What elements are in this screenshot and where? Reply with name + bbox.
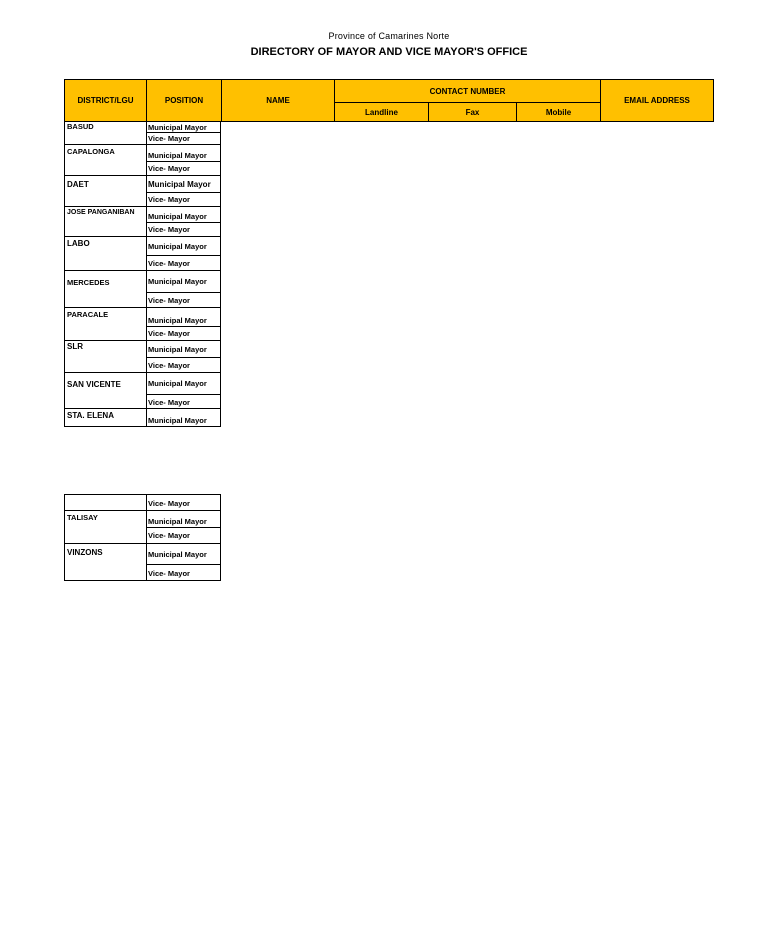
table-row xyxy=(64,145,221,162)
table-row xyxy=(64,122,221,133)
district-cell: VINZONS xyxy=(64,544,147,565)
table-row xyxy=(64,162,221,176)
header-landline: Landline xyxy=(334,102,429,122)
position-cell: Vice- Mayor xyxy=(147,256,221,271)
position-cell: Vice- Mayor xyxy=(147,528,221,544)
table-row xyxy=(64,395,221,409)
header-mobile: Mobile xyxy=(516,102,601,122)
district-cell: TALISAY xyxy=(64,511,147,528)
position-cell: Municipal Mayor xyxy=(147,207,221,223)
district-cell xyxy=(64,494,147,511)
district-cell: BASUD xyxy=(64,122,147,133)
header-fax: Fax xyxy=(428,102,517,122)
table-row xyxy=(64,373,221,395)
district-cell xyxy=(64,223,147,237)
table-row xyxy=(64,528,221,544)
district-cell: PARACALE xyxy=(64,308,147,327)
table-row xyxy=(64,133,221,145)
position-cell: Municipal Mayor xyxy=(147,373,221,395)
district-cell: SAN VICENTE xyxy=(64,373,147,395)
position-cell: Municipal Mayor xyxy=(147,308,221,327)
table-row xyxy=(64,358,221,373)
table-row xyxy=(64,223,221,237)
position-cell: Vice- Mayor xyxy=(147,193,221,207)
district-cell xyxy=(64,327,147,341)
header-email: EMAIL ADDRESS xyxy=(600,79,714,122)
table-row xyxy=(64,565,221,581)
position-cell: Municipal Mayor xyxy=(147,409,221,427)
table-row xyxy=(64,494,221,511)
position-cell: Municipal Mayor xyxy=(147,544,221,565)
header-name: NAME xyxy=(221,79,335,122)
table-row xyxy=(64,193,221,207)
district-cell xyxy=(64,293,147,308)
position-cell: Vice- Mayor xyxy=(147,293,221,308)
table-row xyxy=(64,293,221,308)
table-row xyxy=(64,341,221,358)
district-cell: SLR xyxy=(64,341,147,358)
table-row xyxy=(64,511,221,528)
position-cell: Municipal Mayor xyxy=(147,271,221,293)
header-position: POSITION xyxy=(146,79,222,122)
table-row xyxy=(64,327,221,341)
table-row xyxy=(64,207,221,223)
table-row xyxy=(64,271,221,293)
document-title: DIRECTORY OF MAYOR AND VICE MAYOR'S OFFICE xyxy=(250,46,528,58)
district-cell: STA. ELENA xyxy=(64,409,147,427)
header-contact-number: CONTACT NUMBER xyxy=(334,79,601,103)
position-cell: Vice- Mayor xyxy=(147,565,221,581)
table-row xyxy=(64,308,221,327)
position-cell: Municipal Mayor xyxy=(147,122,221,133)
district-cell: CAPALONGA xyxy=(64,145,147,162)
position-cell: Municipal Mayor xyxy=(147,341,221,358)
position-cell: Vice- Mayor xyxy=(147,133,221,145)
position-cell: Municipal Mayor xyxy=(147,511,221,528)
position-cell: Vice- Mayor xyxy=(147,162,221,176)
district-cell xyxy=(64,256,147,271)
district-cell xyxy=(64,358,147,373)
district-cell xyxy=(64,528,147,544)
position-cell: Municipal Mayor xyxy=(147,176,221,193)
position-cell: Vice- Mayor xyxy=(147,327,221,341)
district-cell: JOSE PANGANIBAN xyxy=(64,207,147,223)
position-cell: Vice- Mayor xyxy=(147,494,221,511)
position-cell: Vice- Mayor xyxy=(147,223,221,237)
table-row xyxy=(64,544,221,565)
district-cell xyxy=(64,565,147,581)
district-cell xyxy=(64,193,147,207)
province-label: Province of Camarines Norte xyxy=(328,31,450,41)
district-cell: LABO xyxy=(64,237,147,256)
table-row xyxy=(64,176,221,193)
district-cell xyxy=(64,133,147,145)
district-cell: MERCEDES xyxy=(64,271,147,293)
position-cell: Municipal Mayor xyxy=(147,145,221,162)
position-cell: Vice- Mayor xyxy=(147,358,221,373)
district-cell xyxy=(64,162,147,176)
position-cell: Vice- Mayor xyxy=(147,395,221,409)
table-row xyxy=(64,256,221,271)
position-cell: Municipal Mayor xyxy=(147,237,221,256)
district-cell: DAET xyxy=(64,176,147,193)
table-row xyxy=(64,237,221,256)
district-cell xyxy=(64,395,147,409)
table-row xyxy=(64,409,221,427)
header-district: DISTRICT/LGU xyxy=(64,79,147,122)
